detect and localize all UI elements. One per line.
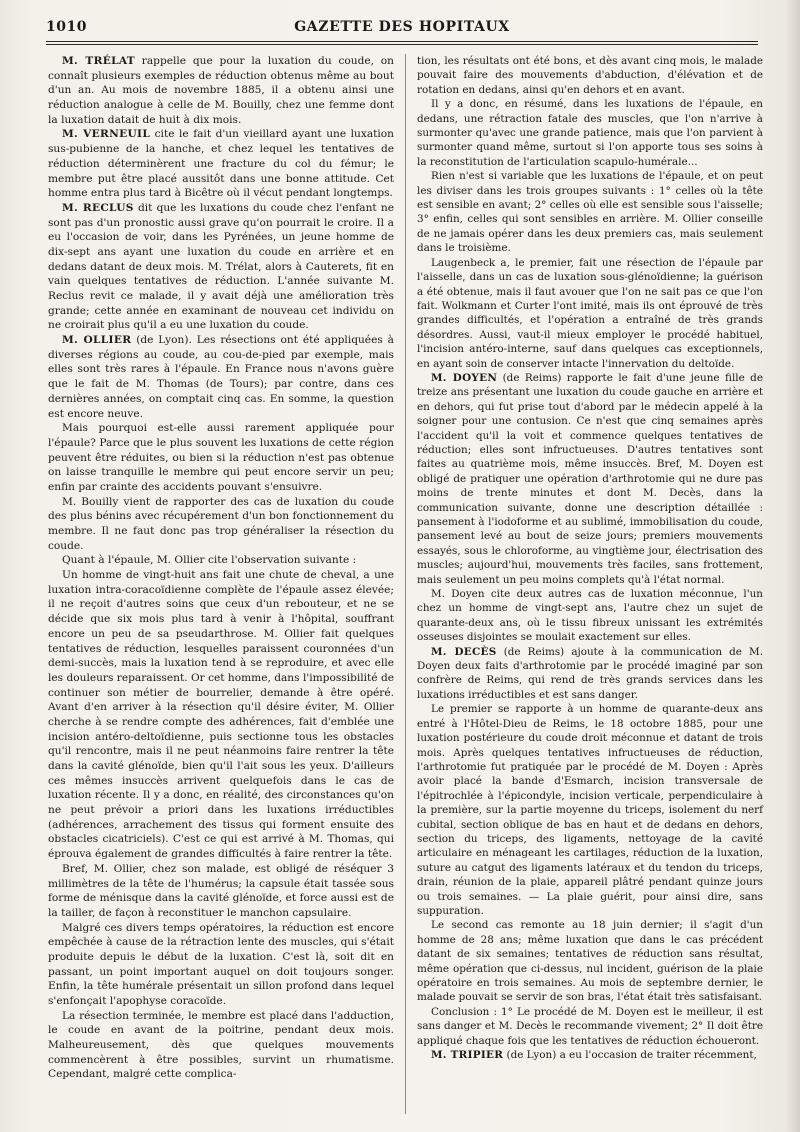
paragraph-text: (de Reims) rapporte le fait d'une jeune fille de treize ans présentant une luxation du coude gauche en arrière et en dehors, qui fut prise tout d'abord par le médecin appelé à la soigner pour une contusion. Ce n'est que cinq semaines après l'accident qu'il la voit et commence quelques tentatives de réduction; elles sont infructueuses. D'autres tentatives sont faites au quatrième mois, même insuccès. Bref, M. Doyen est obligé de pratiquer une opération d'arthrotomie qui ne dure pas moins de trente minutes et dont M. Decès, dans la communication suivante, donne une description détaillée : pansement à l'iodoforme et au sublimé, immobilisation du coude, pansement levé au bout de seize jours; premiers mouvements essayés, sous le chloroforme, au vingtième jour, électrisation des muscles; aujourd'hui, mouvements très faciles, sans frottement, mais seulement un peu moins complets qu'à l'état normal. xyxy=(417,371,763,586)
paragraph-text: Conclusion : 1° Le procédé de M. Doyen est le meilleur, il est sans danger et M. Decès le recommande vivement; 2° Il doit être appliqué chaque fois que les tentatives de réduction échoueront. xyxy=(417,1005,763,1047)
paragraph-text: M. Doyen cite deux autres cas de luxation méconnue, l'un chez un homme de vingt-sept ans, l'autre chez un sujet de quarante-deux ans, où le tissu fibreux unissant les extrémités osseuses disjointes se moulait exactement sur elles. xyxy=(417,588,763,644)
paragraph-text: Il y a donc, en résumé, dans les luxations de l'épaule, en dedans, une rétraction fatale des muscles, que l'on n'arrive à surmonter qu'avec une grande patience, mais que l'on parvient à surmonter quand même, surtout si l'on apporte tous ses soins à la reconstitution de l'articulation scapulo-humérale... xyxy=(417,98,763,168)
paragraph xyxy=(417,1048,763,1062)
speaker-name: M. TRIPIER xyxy=(431,1049,504,1062)
paragraph xyxy=(48,54,394,127)
paragraph xyxy=(417,645,763,703)
paragraph xyxy=(48,568,394,862)
paragraph-text: (de Reims) ajoute à la communication de M. Doyen deux faits d'arthrotomie par le procédé imaginé par son confrère de Reims, qui rend de très grands services dans les luxations irréductibles et est sans danger. xyxy=(417,645,763,701)
speaker-name: M. TRÉLAT xyxy=(62,55,135,67)
paragraph-text: M. Bouilly vient de rapporter des cas de luxation du coude des plus bénins avec récupérement d'un bon fonctionnement du membre. Il ne faut donc pas trop généraliser la résection du coude. xyxy=(48,495,394,552)
paragraph-text: (de Lyon). Les résections ont été appliquées à diverses régions au coude, au cou-de-pied par exemple, mais elles sont très rares à l'épaule. En France nous n'avons guère que le fait de M. Thomas (de Tours); par contre, dans ces dernières années, on comptait cinq cas. En somme, la question est encore neuve. xyxy=(48,334,395,420)
paragraph xyxy=(417,169,763,255)
speaker-name: M. VERNEUIL xyxy=(62,128,151,141)
column-divider xyxy=(405,54,406,1114)
left-column xyxy=(48,54,394,1082)
paragraph xyxy=(48,333,394,421)
header-rule-bottom xyxy=(46,44,758,45)
paragraph xyxy=(48,921,394,1009)
paragraph-text: Bref, M. Ollier, chez son malade, est obligé de réséquer 3 millimètres de la tête de l'humérus; la capsule était tassée sous forme de ménisque dans la cavité glénoïde, et force aussi est de la tailler, de façon à reconstituer le manchon capsulaire. xyxy=(48,862,394,919)
speaker-name: M. RECLUS xyxy=(62,201,134,214)
paragraph xyxy=(48,495,394,554)
paragraph xyxy=(417,371,763,587)
paragraph-text: dit que les luxations du coude chez l'enfant ne sont pas d'un pronostic aussi grave qu'on pourrait le croire. Il a eu l'occasion de voir, dans les Pyrénées, un jeune homme de dix-sept ans ayant une luxation du coude en arrière et en dedans datant de deux mois. M. Trélat, alors à Cauterets, fit en vain quelques tentatives de réduction. L'année suivante M. Reclus revit ce malade, il y avait déjà une amélioration très grande; cette année en examinant de nouveau cet individu on ne croirait plus qu'il a eu une luxation du coude. xyxy=(48,201,394,332)
paragraph xyxy=(417,54,763,97)
paragraph xyxy=(48,127,394,200)
paragraph xyxy=(48,1009,394,1082)
paragraph-text: Rien n'est si variable que les luxations de l'épaule, et on peut les diviser dans les trois groupes suivants : 1° celles où la tête est sensible en avant; 2° celles où elle est sensible sous l'aisselle; 3° enfin, celles qui sont sensibles en arrière. M. Ollier conseille de ne jamais opérer dans les deux premiers cas, mais seulement dans le troisième. xyxy=(417,170,763,255)
speaker-name: M. DECÈS xyxy=(431,645,497,658)
paragraph xyxy=(48,553,394,568)
paragraph-text: Le premier se rapporte à un homme de quarante-deux ans entré à l'Hôtel-Dieu de Reims, le 18 octobre 1885, pour une luxation postérieure du coude droit méconnue et datant de trois mois. Après quelques tentatives infructueuses de réduction, l'arthrotomie fut pratiquée par le procédé de M. Doyen : Après avoir placé la bande d'Esmarch, incision transversale de l'épitrochlée à l'épicondyle, incision verticale, perpendiculaire à la première, sur la partie moyenne du triceps, isolement du nerf cubital, section oblique de bas en haut et de dedans en dehors, section du triceps, des ligaments, nettoyage de la cavité articulaire en ménageant les cartilages, réduction de la luxation, suture au catgut des ligaments latéraux et du tendon du triceps, drain, réunion de la plaie, appareil plâtré pendant quinze jours ou trois semaines. — La plaie guérit, pour ainsi dire, sans suppuration. xyxy=(417,703,763,917)
speaker-name: M. OLLIER xyxy=(62,334,132,347)
paragraph xyxy=(48,862,394,921)
page-number: 1010 xyxy=(46,19,87,35)
paragraph xyxy=(417,702,763,918)
paragraph xyxy=(48,201,394,333)
paragraph-text: tion, les résultats ont été bons, et dès avant cinq mois, le malade pouvait faire des mouvements d'abduction, d'élévation et de rotation en dedans, ainsi qu'en dehors et en avant. xyxy=(417,55,763,96)
paragraph-text: Mais pourquoi est-elle aussi rarement appliquée pour l'épaule? Parce que le plus souvent les luxations de cette région peuvent être réduites, ou bien si la réduction n'est pas obtenue on laisse tranquille le membre qui peut encore servir un peu; enfin par crainte des accidents pouvant s'ensuivre. xyxy=(48,422,394,493)
page-edge-shadow xyxy=(786,0,800,1132)
paragraph xyxy=(417,97,763,169)
running-title: GAZETTE DES HOPITAUX xyxy=(294,19,510,35)
paragraph-text: Laugenbeck a, le premier, fait une résection de l'épaule par l'aisselle, dans un cas de luxation sous-glénoïdienne; la guérison a été obtenue, mais il faut avouer que l'on ne sait pas ce que l'on fait. Wolkmann et Curter l'ont imité, mais ils ont éprouvé de très grandes difficultés, et l'opération a entraîné de très grands désordres. Aussi, vaut-il mieux employer le procédé habituel, l'incision antéro-interne, sauf dans quelques cas exceptionnels, en ayant soin de conserver intacte l'innervation du deltoïde. xyxy=(417,256,763,370)
paragraph-text: Quant à l'épaule, M. Ollier cite l'observation suivante : xyxy=(62,554,357,567)
paragraph xyxy=(417,918,763,1004)
paragraph-text: Un homme de vingt-huit ans fait une chute de cheval, a une luxation intra-coracoïdienne complète de l'épaule assez élevée; il ne reçoit d'autres soins que ceux d'un rebouteur, et ne se décide que six mois plus tard à venir à l'hôpital, souffrant encore un peu de sa pseudarthrose. M. Ollier fait quelques tentatives de réduction, lesquelles paraissent couronnées d'un demi-succès, mais la luxation tend à se reproduire, et avec elle les douleurs reparaissent. Or cet homme, dans l'impossibilité de continuer son métier de bourrelier, demande à être opéré. Avant d'en arriver à la résection qu'il désire éviter, M. Ollier cherche à se rendre compte des adhérences, fait d'emblée une incision antéro-deltoïdienne, puis sectionne tous les obstacles qu'il rencontre, mais il ne peut néanmoins faire rentrer la tête dans la cavité glénoïde, bien qu'il l'ait sous les yeux. D'ailleurs ces mêmes insuccès arrivent quelquefois dans le cas de luxation récente. Il y a donc, en réalité, des circonstances qu'on ne peut prévoir a priori dans les luxations irréductibles (adhérences, arrachement des tissus qui forment ensuite des obstacles cicatriciels). C'est ce qui est arrivé à M. Thomas, qui éprouva également de grandes difficultés à faire rentrer la tête. xyxy=(48,569,394,861)
paragraph-text: Malgré ces divers temps opératoires, la réduction est encore empêchée à cause de la rétraction lente des muscles, qui s'était produite depuis le début de la luxation. C'est là, soit dit en passant, un point important auquel on doit toujours songer. Enfin, la tête humérale présentait un sillon profond dans lequel s'enfonçait l'apophyse coracoïde. xyxy=(48,921,394,1007)
speaker-name: M. DOYEN xyxy=(431,371,498,384)
paragraph-text: rappelle que pour la luxation du coude, on connaît plusieurs exemples de réduction obtenus même au bout d'un an. Au mois de novembre 1885, il a obtenu ainsi une réduction analogue à celle de M. Bouilly, chez une femme dont la luxation datait de huit à dix mois. xyxy=(48,55,394,126)
paragraph xyxy=(417,256,763,371)
paragraph xyxy=(417,587,763,645)
paragraph xyxy=(417,1005,763,1048)
page-header xyxy=(46,16,758,42)
paragraph-text: (de Lyon) a eu l'occasion de traiter récemment, xyxy=(506,1049,757,1062)
paragraph-text: Le second cas remonte au 18 juin dernier; il s'agit d'un homme de 28 ans; même luxation que dans le cas précédent datant de six semaines; tentatives de réduction sans résultat, même opération que ci-dessus, nul incident, guérison de la plaie opératoire en trois semaines. Au mois de septembre dernier, le malade pouvait se servir de son bras, l'état était très satisfaisant. xyxy=(417,919,763,1004)
header-rule-top xyxy=(46,41,758,42)
paragraph-text: cite le fait d'un vieillard ayant une luxation sus-pubienne de la hanche, et chez lequel les tentatives de réduction déterminèrent une fracture du col du fémur; le membre put être placé aussitôt dans une bonne attitude. Cet homme entra plus tard à Bicêtre où il vécut pendant longtemps. xyxy=(48,128,395,200)
paragraph xyxy=(48,421,394,494)
right-column xyxy=(417,54,763,1062)
paragraph-text: La résection terminée, le membre est placé dans l'adduction, le coude en avant de la poitrine, pendant deux mois. Malheureusement, dès que quelques mouvements commencèrent à être possibles, survint un rhumatisme. Cependant, malgré cette complica- xyxy=(48,1009,394,1081)
